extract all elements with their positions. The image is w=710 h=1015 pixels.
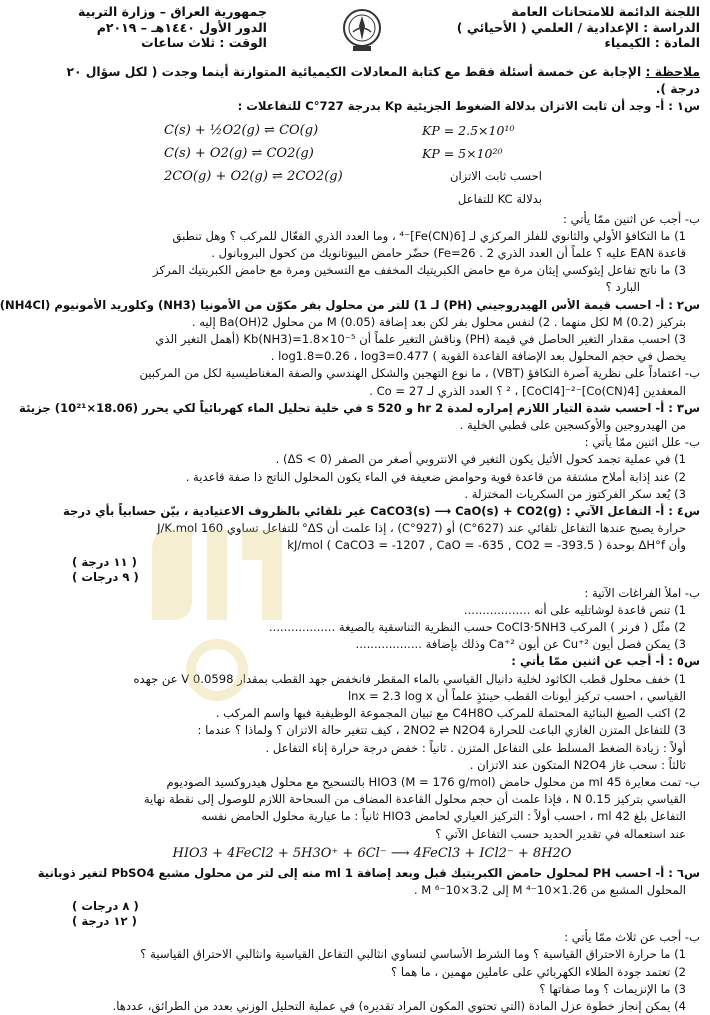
committee-name: اللجنة الدائمة للامتحانات العامة [511, 4, 700, 19]
q4-a1: س٤ : أ- التفاعل الآتي : CaCO3(s) ⟶ CaO(s) + CO2(g) غير تلقائي بالظروف الاعتيادية ، بيّن حسابياً بأي درجة [62, 504, 700, 519]
q1-task: احسب ثابت الاتزان بدلالة KC للتفاعل [449, 168, 542, 206]
q4-b1: 1) تنص قاعدة لوشاتليه على أنه .................. [463, 602, 686, 617]
q5-b1: ب- تمت معايرة 45 ml من محلول حامض HIO3 (M = 176 g/mol) بالتسحيح مع محلول هيدروكسيد الصوديوم [166, 774, 700, 789]
q1-eq2: C(s) + O2(g) ⇌ CO2(g) [164, 145, 314, 161]
q1-b3-cont: البارد ؟ [605, 280, 640, 295]
q1-kp1: KP = 2.5×10¹⁰ [422, 122, 515, 138]
q6-grade-b: ( ١٢ درجة ) [72, 914, 137, 929]
q1-b3: 3) ما ناتج تفاعل إيثوكسي إيثان مرة مع حامض الكبريتيك المخفف مع التسخين ومرة مع حامض الكبريتيك المركز [153, 263, 686, 278]
q2-b1: ب- اعتماداً على نظرية آصرة التكافؤ (VBT) ، ما نوع التهجين والشكل الهندسي والصفة المغناطيسية لكل من المركبين [139, 366, 700, 381]
q5-b3: التفاعل بلغ 42 ml ، احسب أولاً : التركيز العياري لحامض HIO3 ثانياً : ما عيارية محلول الحامض نفسه [201, 809, 686, 824]
q6-b3: 3) ما الإنزيمات ؟ وما صفاتها ؟ [539, 981, 686, 996]
header-left [44, 4, 267, 51]
q6-b2: 2) تعتمد جودة الطلاء الكهربائي على عاملين مهمين ، ما هما ؟ [391, 964, 686, 979]
q5-b4: عند استعماله في تقدير الحديد حسب التفاعل الآتي ؟ [435, 826, 686, 841]
q3-b1: 1) في عملية تجمد كحول الأثيل يكون التغير في الانتروبي أصغر من الصفر (ΔS < 0) . [275, 452, 686, 467]
q1-b-title: ب- أجب عن اثنين ممّا يأتي : [563, 211, 700, 226]
q6-b4: 4) يمكن إنجاز خطوة عزل المادة (التي تحتوي المكون المراد تقديره) في عملية التحليل الوزني بعدد من الطرائق، عددها. [112, 998, 686, 1013]
subject-name: المادة : الكيمياء [604, 35, 700, 50]
watermark-logo-icon [132, 520, 302, 710]
q3-a2: من الهيدروجين والأوكسجين على قطبي الخلية . [459, 418, 686, 433]
q6-b1: 1) ما حرارة الاحتراق القياسية ؟ وما الشرط الأساسي لتساوي انثالبي التفاعل القياسية وانثالبي الاحتراق القياسية ؟ [140, 947, 686, 962]
q1-a-text: س١ : أ- وجد أن ثابت الاتزان بدلالة الضغوط الجزيئية Kp بدرجة 727°C للتفاعلات : [237, 99, 700, 114]
ministry-emblem-icon [341, 6, 383, 54]
note-text: الإجابة عن خمسة أسئلة فقط مع كتابة المعادلات الكيميائية المتوازنة أينما وجدت ( لكل سؤال ٢٠ درجة ). [66, 65, 700, 97]
q5-a3-i: أولاً : زيادة الضغط المسلط على التفاعل المتزن . ثانياً : خفض درجة حرارة إناء التفاعل . [265, 740, 686, 755]
q4-grade-a: ( ١١ درجة ) [72, 554, 137, 569]
q6-grades [44, 899, 700, 929]
q5-b2: القياسي بتركيز 0.15 N ، فإذا علمت أن حجم محلول القاعدة المضاف من السحاحة اللازم للوصول إلى نقطة نهاية [143, 792, 686, 807]
q3-b-title: ب- علل اثنين ممّا يأتي : [584, 435, 700, 450]
exam-session: الدور الأول ١٤٤٠هـ – ٢٠١٩م [96, 19, 267, 35]
study-branch: الدراسة : الإعدادية / العلمي ( الأحيائي ) [456, 19, 700, 35]
exam-duration: الوقت : ثلاث ساعات [141, 35, 267, 50]
q2-a4: يحصل في حجم المحلول بعد الإضافة القاعدة القوية ) log1.8=0.26 ، log3=0.477 . [270, 349, 686, 364]
q4-grade-b: ( ٩ درجات ) [72, 569, 139, 584]
q2-b2: المعقدين [Co(CN)4]⁻² ، [CoCl4]⁻² ؟ العدد الذري لـ Co = 27 . [369, 383, 686, 398]
q4-b3: 3) يمكن فصل أيون Cu⁺² عن أيون Ca⁺² وذلك بإضافة .................. [355, 637, 686, 652]
q3-b2: 2) عند إذابة أملاح مشتقة من قاعدة قوية وحوامض ضعيفة في الماء يكون المحلول الناتج ذا صفة قاعدية . [185, 469, 686, 484]
q6-grade-a: ( ٨ درجات ) [72, 899, 139, 914]
q4-b-title: ب- املأ الفراغات الآتية : [584, 585, 700, 600]
q5-a1-cont: القياسي ، احسب تركيز أيونات القطب حينئذٍ علماً أن lnx = 2.3 log x [347, 688, 686, 703]
q2-a3: 3) احسب مقدار التغير الحاصل في قيمة (PH) وناقش التغير علماً أن Kb(NH3)=1.8×10⁻⁵ (أهمل التغير الذي [155, 332, 686, 347]
q1-equations [44, 119, 700, 211]
country-ministry: جمهورية العراق – وزارة التربية [78, 4, 267, 19]
q5-a3: 3) للتفاعل المتزن الغازي الباعث للحرارة 2NO2 ⇌ N2O4 ، كيف تتغير حالة الاتزان ؟ ولماذا ؟ عندما : [197, 723, 686, 738]
q6-a1: س٦ : أ- احسب PH لمحلول حامض الكبريتيك قبل وبعد إضافة 1 ml منه إلى لتر من محلول مشبع PbSO4 لتغير ذوبانية [37, 865, 700, 880]
q1-eq1: C(s) + ½O2(g) ⇌ CO(g) [164, 122, 319, 138]
q5-a1: 1) خفف محلول قطب الكاثود لخلية دانيال القياسي بالماء المقطر فانخفض جهد القطب بمقدار 0.0598 V عن جهده [133, 671, 686, 686]
q1-eq3: 2CO(g) + O2(g) ⇌ 2CO2(g) [164, 168, 343, 184]
q1-b1: 1) ما التكافؤ الأولي والثانوي للفلز المركزي لـ [Fe(CN)6]⁻⁴ ، وما العدد الذري الفعّال للمركب ؟ وهل تنطبق [172, 228, 686, 243]
q4-a2: حرارة يصبح عندها التفاعل تلقائي عند (627°C) أو (927°C) ، إذا علمت أن ΔS° للتفاعل تساوي 160 J/K.mol [157, 521, 686, 536]
q3-a1: س٣ : أ- احسب شدة التيار اللازم إمراره لمدة 2 hr و 520 s في خلية تحليل الماء كهربائياً لكي يحرر (18.06×10²¹) جزيئة [19, 400, 700, 415]
q4-b2: 2) مثّل ( فرنر ) المركب CoCl3·5NH3 حسب النظرية التناسقية بالصيغة .................. [268, 620, 686, 635]
header-right [457, 4, 700, 51]
q1-b1-cont: قاعدة EAN عليه ؟ علماً أن العدد الذري Fe=26 . 2) حضّر حامض البيوتانويك من كحول البروبانول . [211, 246, 686, 261]
q5-a3-ii: ثالثاً : سحب غاز N2O4 المتكون عند الاتزان . [469, 757, 686, 772]
q6-b-title: ب- أجب عن ثلاث ممّا يأتي : [564, 930, 700, 945]
q2-a2: بتركيز M (0.2) لكل منهما . 2) لنفس محلول بفر لكن بعد إضافة M (0.05) من محلول Ba(OH)2 إليه . [191, 314, 686, 329]
q3-b3: 3) يُعد سكر الفركتوز من السكريات المختزلة . [464, 486, 686, 501]
exam-note [44, 64, 700, 98]
q2-a1: س٢ : أ- احسب قيمة الأس الهيدروجيني (PH) لـ 1) للتر من محلول بفر مكوّن من الأمونيا (NH3) وكلوريد الأمونيوم (NH4Cl) [0, 297, 700, 312]
q5-a2: 2) اكتب الصيغ البنائية المحتملة للمركب C4H8O مع تبيان المجموعة الوظيفية فيها واسم المركب . [215, 706, 686, 721]
q1-kp2: KP = 5×10²⁰ [422, 145, 503, 161]
exam-header [44, 4, 700, 66]
q4-a3: وأن ΔH°f بوحدة kJ/mol ( CaCO3 = -1207 , CaO = -635 , CO2 = -393.5 ) [287, 538, 686, 553]
note-label: ملاحظة : [645, 65, 700, 79]
q6-a2: المحلول المشبع من 1.26×10⁻⁴ M إلى 3.2×10⁻⁶ M . [413, 882, 686, 897]
q5-reaction: HIO3 + 4FeCl2 + 5H3O⁺ + 6Cl⁻ ⟶ 4FeCl3 + ICl2⁻ + 8H2O [172, 845, 572, 861]
q5-a-title: س٥ : أ- أجب عن اثنين ممّا يأتي : [511, 654, 700, 669]
